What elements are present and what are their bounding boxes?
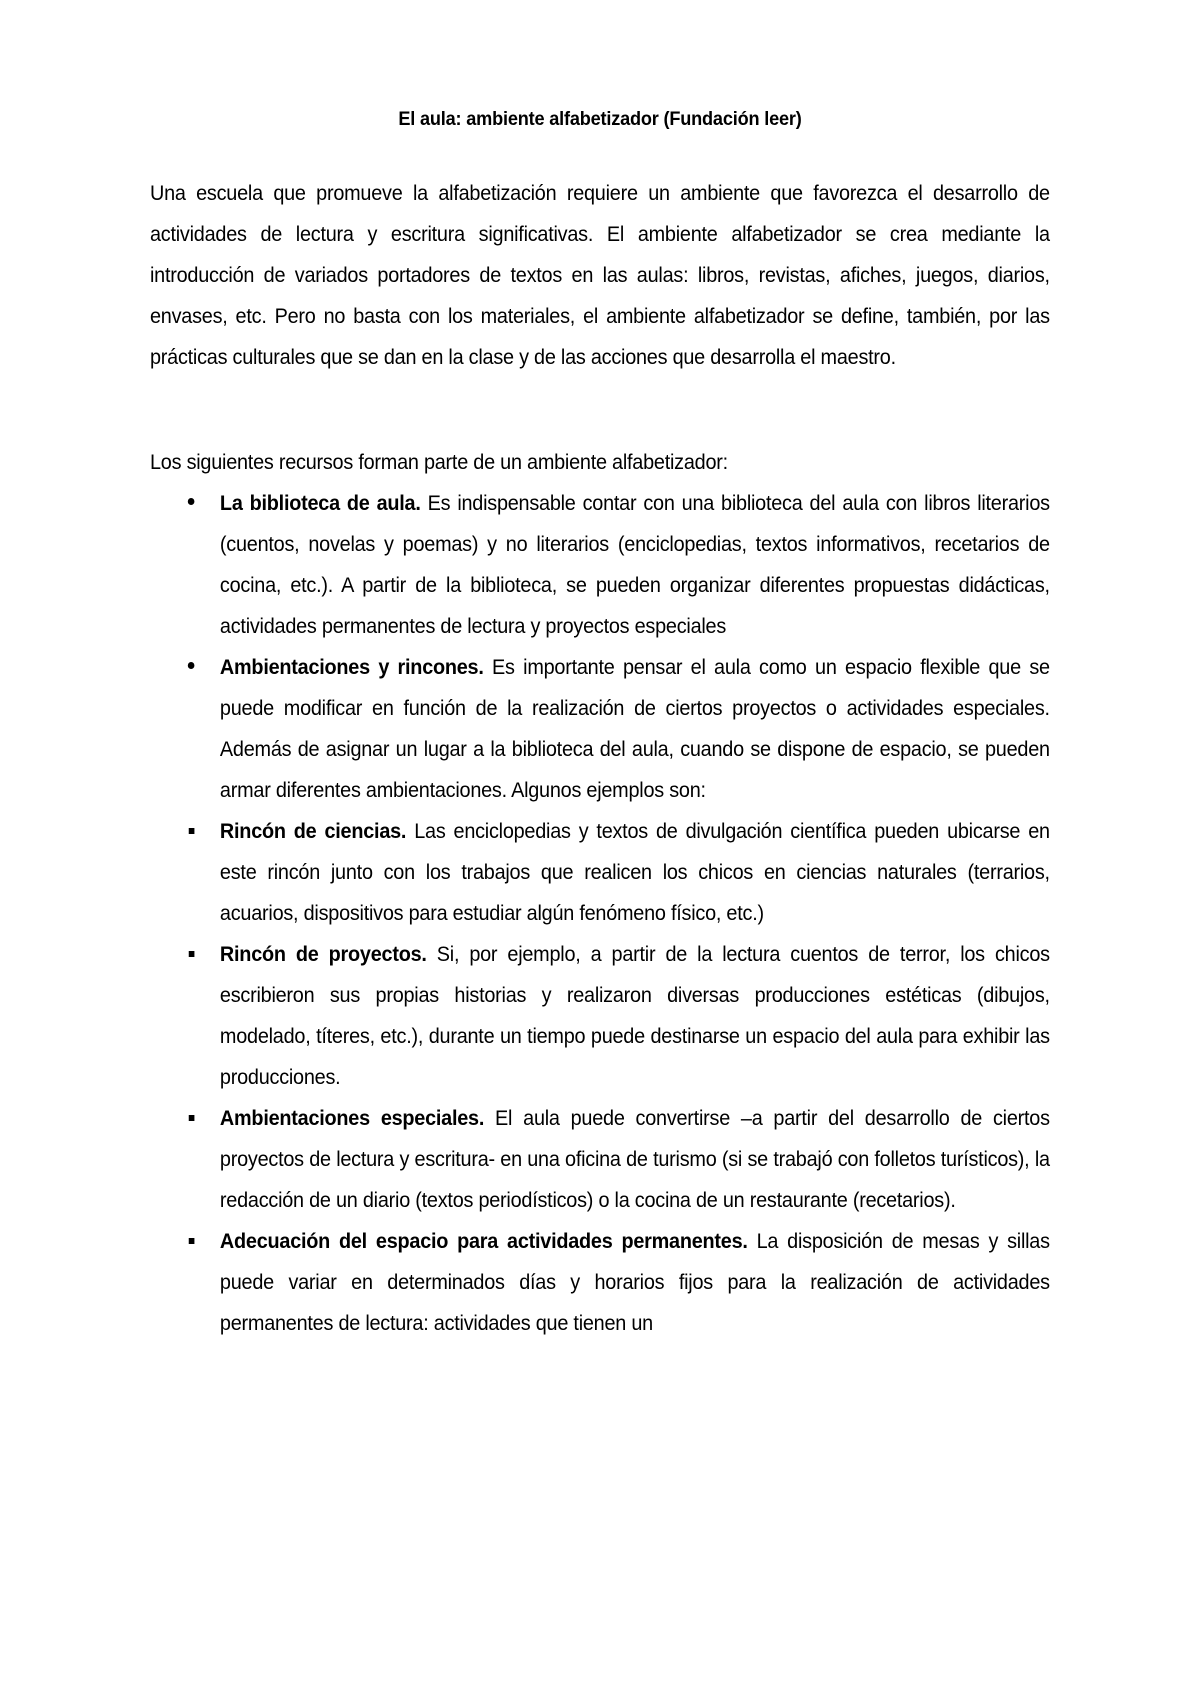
list-item-ambientaciones-y-rincones bbox=[150, 647, 1050, 811]
bullet-list-level2 bbox=[150, 811, 1050, 1344]
list-item-text: Si, por ejemplo, a partir de la lectura cuentos de terror, los chicos escribieron sus propias historias y realizaron diversas producciones estéticas (dibujos, modelado, títeres, etc.), durante un tiempo puede destinarse un espacio del aula para exhibir las producciones. bbox=[219, 943, 1050, 1089]
list-item-lead: Ambientaciones especiales. bbox=[219, 1107, 485, 1130]
list-item-lead: Rincón de proyectos. bbox=[219, 943, 427, 966]
title-spacer bbox=[150, 131, 1050, 173]
page-title: El aula: ambiente alfabetizador (Fundación leer) bbox=[398, 108, 802, 130]
list-item-text: Es importante pensar el aula como un espacio flexible que se puede modificar en función de la realización de ciertos proyectos o actividades especiales. Además de asignar un lugar a la biblioteca del aula, cuando se dispone de espacio, se pueden armar diferentes ambientaciones. Algunos ejemplos son: bbox=[219, 656, 1050, 802]
intro-paragraph: Una escuela que promueve la alfabetización requiere un ambiente que favorezca el desarrollo de actividades de lectura y escritura significativas. El ambiente alfabetizador se crea mediante la introducción de variados portadores de textos en las aulas: libros, revistas, afiches, juegos, diarios, envases, etc. Pero no basta con los materiales, el ambiente alfabetizador se define, también, por las prácticas culturales que se dan en la clase y de las acciones que desarrolla el maestro. bbox=[150, 182, 1050, 369]
list-item-lead: Adecuación del espacio para actividades permanentes. bbox=[219, 1230, 748, 1253]
list-item-text: La disposición de mesas y sillas puede variar en determinados días y horarios fijos para la realización de actividades permanentes de lectura: actividades que tienen un bbox=[219, 1230, 1050, 1335]
bullet-square-icon bbox=[189, 1238, 195, 1244]
list-item-text: Es indispensable contar con una biblioteca del aula con libros literarios (cuentos, novelas y poemas) y no literarios (enciclopedias, textos informativos, recetarios de cocina, etc.). A partir de la biblioteca, se pueden organizar diferentes propuestas didácticas, actividades permanentes de lectura y proyectos especiales bbox=[219, 492, 1050, 638]
bullet-square-icon bbox=[189, 951, 195, 957]
list-item-ambientaciones-especiales bbox=[150, 1098, 1050, 1221]
list-item-adecuacion-del-espacio bbox=[150, 1221, 1050, 1344]
bullet-list-level1 bbox=[150, 483, 1050, 811]
bullet-dot-icon bbox=[188, 662, 195, 669]
list-item-text: El aula puede convertirse –a partir del desarrollo de ciertos proyectos de lectura y escritura- en una oficina de turismo (si se trabajó con folletos turísticos), la redacción de un diario (textos periodísticos) o la cocina de un restaurante (recetarios). bbox=[219, 1107, 1050, 1212]
list-item-rincon-de-ciencias bbox=[150, 811, 1050, 934]
list-item-lead: Rincón de ciencias. bbox=[219, 820, 407, 843]
list-item-text: Las enciclopedias y textos de divulgación científica pueden ubicarse en este rincón junto con los trabajos que realicen los chicos en ciencias naturales (terrarios, acuarios, dispositivos para estudiar algún fenómeno físico, etc.) bbox=[219, 820, 1050, 925]
bullet-square-icon bbox=[189, 828, 195, 834]
list-item-lead: La biblioteca de aula. bbox=[219, 492, 421, 515]
list-item-biblioteca-de-aula bbox=[150, 483, 1050, 647]
list-intro-line: Los siguientes recursos forman parte de un ambiente alfabetizador: bbox=[150, 451, 728, 474]
bullet-dot-icon bbox=[188, 498, 195, 505]
list-item-rincon-de-proyectos bbox=[150, 934, 1050, 1098]
paragraph-spacer bbox=[150, 378, 1050, 442]
bullet-square-icon bbox=[189, 1115, 195, 1121]
list-item-lead: Ambientaciones y rincones. bbox=[219, 656, 484, 679]
